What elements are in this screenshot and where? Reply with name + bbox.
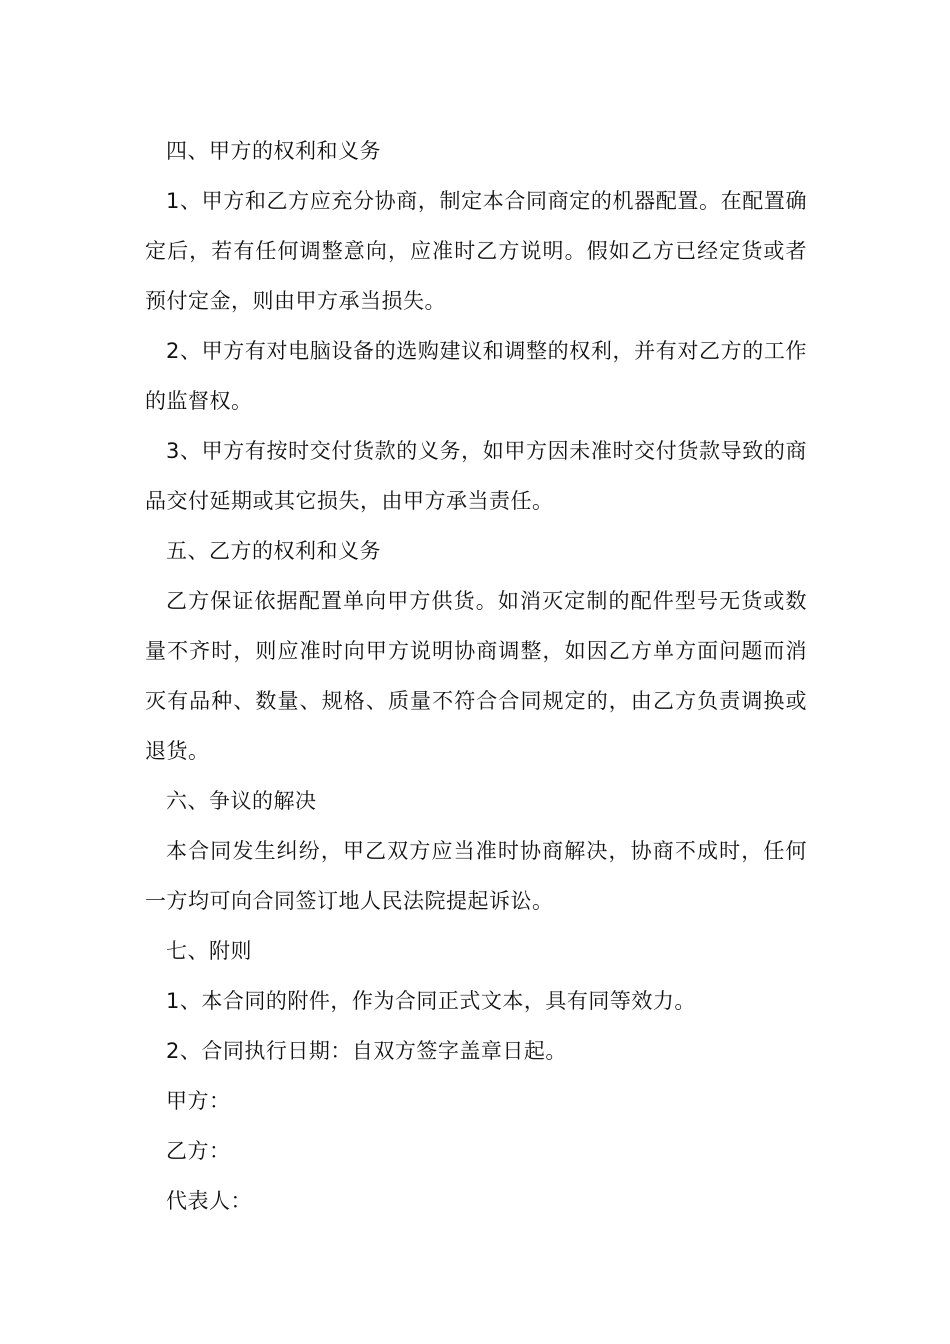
section-heading-party-b-rights: 五、乙方的权利和义务 xyxy=(166,539,381,563)
document-body xyxy=(145,126,807,1226)
signature-party-b: 乙方： xyxy=(166,1139,231,1163)
section-heading-dispute-resolution: 六、争议的解决 xyxy=(166,789,317,813)
signature-representative: 代表人： xyxy=(166,1189,252,1213)
section-heading-supplementary: 七、附则 xyxy=(166,939,252,963)
clause-payment-obligation: 3、甲方有按时交付货款的义务，如甲方因未准时交付货款导致的商品交付延期或其它损失，由甲方承当责任。 xyxy=(145,439,807,513)
clause-purchase-advice-rights: 2、甲方有对电脑设备的选购建议和调整的权利，并有对乙方的工作的监督权。 xyxy=(145,339,807,413)
clause-attachments: 1、本合同的附件，作为合同正式文本，具有同等效力。 xyxy=(166,989,696,1013)
section-heading-party-a-rights: 四、甲方的权利和义务 xyxy=(166,139,381,163)
signature-party-a: 甲方： xyxy=(166,1089,231,1113)
clause-effective-date: 2、合同执行日期：自双方签字盖章日起。 xyxy=(166,1039,567,1063)
clause-machine-configuration: 1、甲方和乙方应充分协商，制定本合同商定的机器配置。在配置确定后，若有任何调整意向，应准时乙方说明。假如乙方已经定货或者预付定金，则由甲方承当损失。 xyxy=(145,189,807,313)
clause-supply-guarantee: 乙方保证依据配置单向甲方供货。如消灭定制的配件型号无货或数量不齐时，则应准时向甲方说明协商调整，如因乙方单方面问题而消灭有品种、数量、规格、质量不符合合同规定的，由乙方负责调换或退货。 xyxy=(145,589,807,763)
clause-dispute-resolution: 本合同发生纠纷，甲乙双方应当准时协商解决，协商不成时，任何一方均可向合同签订地人民法院提起诉讼。 xyxy=(145,839,807,913)
